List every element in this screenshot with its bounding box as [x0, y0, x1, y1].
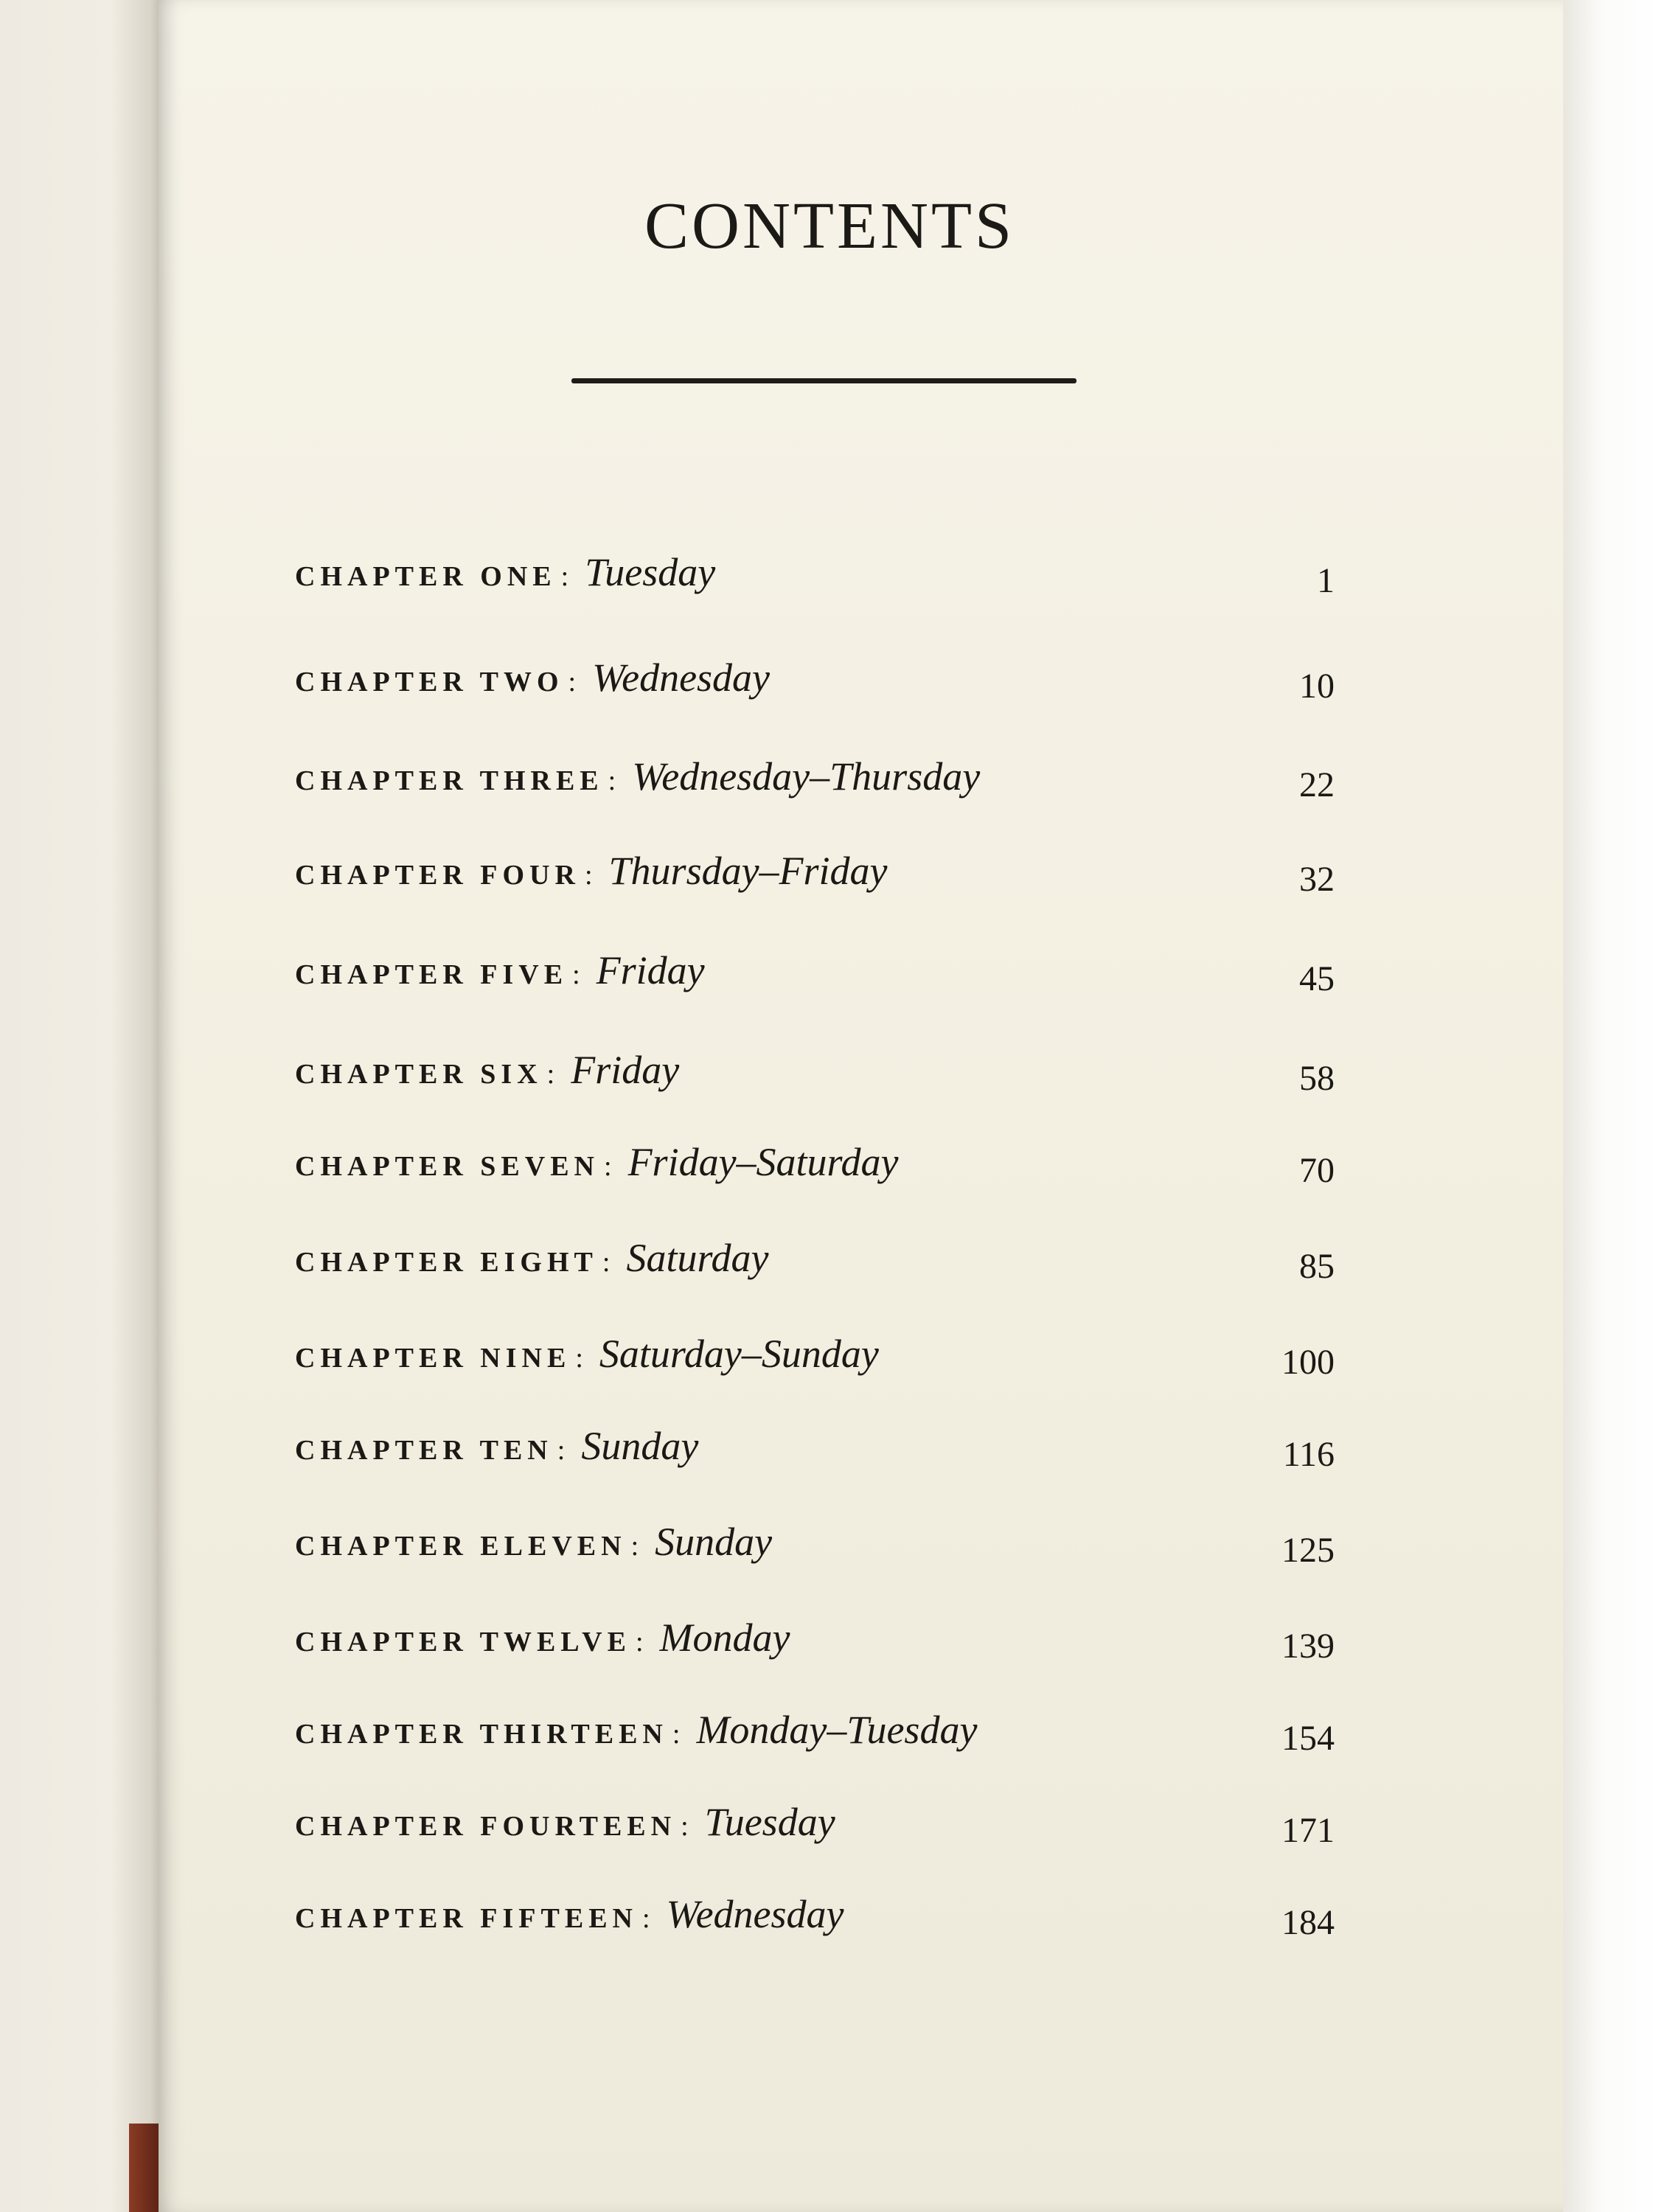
chapter-day: Saturday [626, 1236, 769, 1280]
chapter-label: CHAPTER TWELVE [295, 1627, 631, 1658]
chapter-page-number: 10 [1299, 667, 1335, 706]
chapter-label: CHAPTER THREE [295, 765, 604, 796]
toc-entry[interactable]: CHAPTER FOURTEEN : Tuesday 171 [295, 1800, 1335, 1850]
toc-entry[interactable]: CHAPTER FIFTEEN : Wednesday 184 [295, 1892, 1335, 1942]
left-page [0, 0, 159, 2212]
chapter-page-number: 171 [1281, 1811, 1335, 1850]
toc-entry[interactable]: CHAPTER TEN : Sunday 116 [295, 1424, 1335, 1474]
chapter-page-number: 100 [1281, 1343, 1335, 1382]
toc-entry[interactable]: CHAPTER THREE : Wednesday–Thursday 22 [295, 754, 1335, 804]
toc-entry[interactable]: CHAPTER SIX : Friday 58 [295, 1048, 1335, 1098]
toc-entry[interactable]: CHAPTER TWO : Wednesday 10 [295, 655, 1335, 706]
chapter-label: CHAPTER FOUR [295, 860, 580, 891]
chapter-day: Tuesday [704, 1800, 835, 1844]
toc-entry[interactable]: CHAPTER FIVE : Friday 45 [295, 948, 1335, 998]
toc-entry[interactable]: CHAPTER ONE : Tuesday 1 [295, 550, 1335, 600]
page-edge [1563, 0, 1659, 2212]
chapter-label: CHAPTER ELEVEN [295, 1531, 627, 1562]
chapter-day: Monday–Tuesday [696, 1708, 978, 1752]
chapter-day: Friday [571, 1048, 680, 1092]
chapter-page-number: 32 [1299, 860, 1335, 899]
chapter-day: Wednesday–Thursday [632, 754, 981, 799]
chapter-label: CHAPTER NINE [295, 1343, 571, 1374]
chapter-day: Sunday [581, 1424, 699, 1468]
chapter-page-number: 139 [1281, 1627, 1335, 1666]
chapter-label: CHAPTER TWO [295, 667, 564, 698]
chapter-day: Wednesday [592, 655, 771, 700]
chapter-page-number: 154 [1281, 1719, 1335, 1758]
chapter-label: CHAPTER SEVEN [295, 1151, 599, 1182]
chapter-page-number: 1 [1317, 561, 1335, 600]
chapter-page-number: 125 [1281, 1531, 1335, 1570]
toc-entry[interactable]: CHAPTER FOUR : Thursday–Friday 32 [295, 849, 1335, 899]
toc-entry[interactable]: CHAPTER SEVEN : Friday–Saturday 70 [295, 1140, 1335, 1190]
toc-entry[interactable]: CHAPTER ELEVEN : Sunday 125 [295, 1520, 1335, 1570]
chapter-label: CHAPTER EIGHT [295, 1247, 598, 1278]
chapter-page-number: 184 [1281, 1903, 1335, 1942]
chapter-day: Friday–Saturday [627, 1140, 899, 1184]
book-spine [129, 2124, 159, 2212]
page-title: CONTENTS [644, 189, 1015, 262]
chapter-day: Wednesday [666, 1892, 844, 1936]
toc-entry[interactable]: CHAPTER NINE : Saturday–Sunday 100 [295, 1332, 1335, 1382]
chapter-label: CHAPTER FIVE [295, 959, 568, 990]
chapter-page-number: 58 [1299, 1059, 1335, 1098]
chapter-page-number: 85 [1299, 1247, 1335, 1286]
chapter-page-number: 22 [1299, 765, 1335, 804]
chapter-day: Thursday–Friday [608, 849, 888, 893]
chapter-day: Sunday [655, 1520, 773, 1564]
chapter-day: Friday [596, 948, 705, 992]
chapter-day: Tuesday [585, 550, 716, 594]
toc-entry[interactable]: CHAPTER EIGHT : Saturday 85 [295, 1236, 1335, 1286]
chapter-day: Monday [659, 1615, 790, 1660]
chapter-page-number: 70 [1299, 1151, 1335, 1190]
chapter-page-number: 116 [1282, 1435, 1335, 1474]
toc-entry[interactable]: CHAPTER TWELVE : Monday 139 [295, 1615, 1335, 1666]
chapter-label: CHAPTER FOURTEEN [295, 1811, 677, 1842]
chapter-label: CHAPTER FIFTEEN [295, 1903, 638, 1934]
chapter-day: Saturday–Sunday [599, 1332, 879, 1376]
title-rule [571, 378, 1077, 383]
contents-page [159, 0, 1571, 2212]
chapter-label: CHAPTER ONE [295, 561, 557, 592]
chapter-label: CHAPTER SIX [295, 1059, 543, 1090]
chapter-label: CHAPTER TEN [295, 1435, 553, 1466]
chapter-page-number: 45 [1299, 959, 1335, 998]
toc-entry[interactable]: CHAPTER THIRTEEN : Monday–Tuesday 154 [295, 1708, 1335, 1758]
chapter-label: CHAPTER THIRTEEN [295, 1719, 668, 1750]
